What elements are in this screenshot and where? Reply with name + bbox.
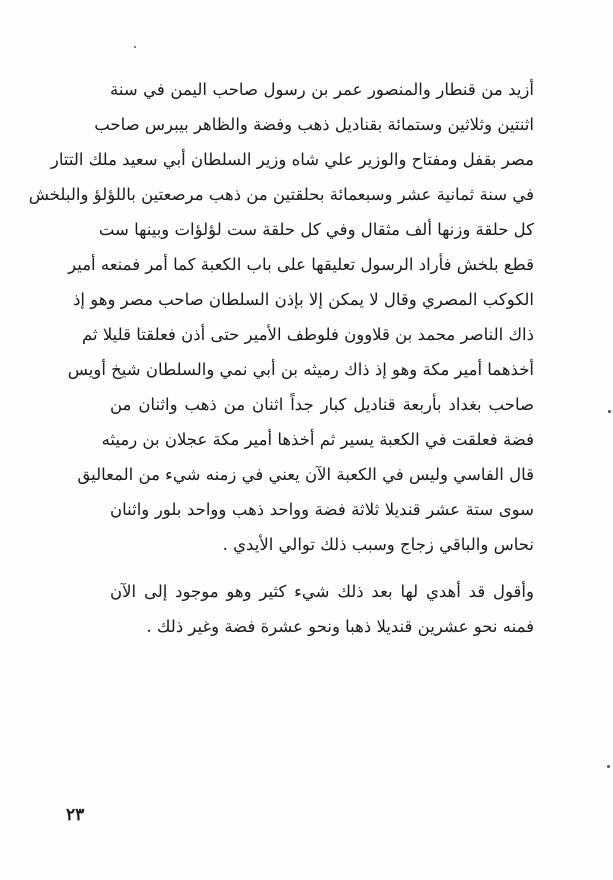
- text-line: قطع بلخش فأراد الرسول تعليقها على باب الكعبة كما أمر فمنعه أمير: [68, 255, 534, 274]
- scan-speck: [134, 46, 136, 48]
- text-line: قال الفاسي وليس في الكعبة الآن يعني في زمنه شيء من المعاليق: [77, 465, 534, 484]
- text-line: فضة فعلقت في الكعبة يسير ثم أخذها أمير مكة عجلان بن رميثه: [101, 430, 534, 449]
- text-line: سوى ستة عشر قنديلا ثلاثة فضة وواحد ذهب وواحد بلور واثنان: [110, 500, 534, 519]
- page-number: ٢٣: [66, 805, 85, 825]
- text-line: مصر بقفل ومفتاح والوزير علي شاه وزير السلطان أبي سعيد ملك التتار: [50, 150, 534, 169]
- text-line: الكوكب المصري وقال لا يمكن إلا بإذن السلطان صاحب مصر وهو إذ: [73, 290, 534, 309]
- text-line: اثنتين وثلاثين وستمائة بقناديل ذهب وفضة والظاهر بيبرس صاحب: [94, 115, 534, 134]
- text-line: فمنه نحو عشرين قنديلا ذهبا ونحو عشرة فضة وغير ذلك .: [146, 617, 534, 636]
- scan-speck: [607, 765, 610, 768]
- main-text: [28, 72, 534, 644]
- paragraph-1: [28, 72, 534, 562]
- scan-speck: [608, 410, 611, 413]
- text-line: نحاس والباقي زجاج وسبب ذلك توالي الأيدي .: [222, 535, 534, 554]
- text-line: أزيد من قنطار والمنصور عمر بن رسول صاحب اليمن في سنة: [110, 80, 534, 99]
- text-line: كل حلقة وزنها ألف مثقال وفي كل حلقة ست لؤلؤات وبينها ست: [98, 220, 534, 239]
- text-line: وأقول قد أهدي لها بعد ذلك شيء كثير وهو موجود إلى الآن: [110, 582, 534, 601]
- paragraph-2: [110, 574, 534, 644]
- text-line: صاحب بغداد بأربعة قناديل كبار جداً اثنان من ذهب واثنان من: [110, 395, 534, 414]
- paragraph-spacer: [110, 562, 534, 574]
- text-line: أخذهما أمير مكة وهو إذ ذاك رميثه بن أبي نمي والسلطان شيخ أويس: [67, 360, 534, 379]
- text-line: ذاك الناصر محمد بن قلاوون فلوطف الأمير حتى أذن فعلقتا قليلا ثم: [82, 325, 534, 344]
- text-line: في سنة ثمانية عشر وسبعمائة بحلقتين من ذهب مرصعتين باللؤلؤ والبلخش: [28, 185, 534, 204]
